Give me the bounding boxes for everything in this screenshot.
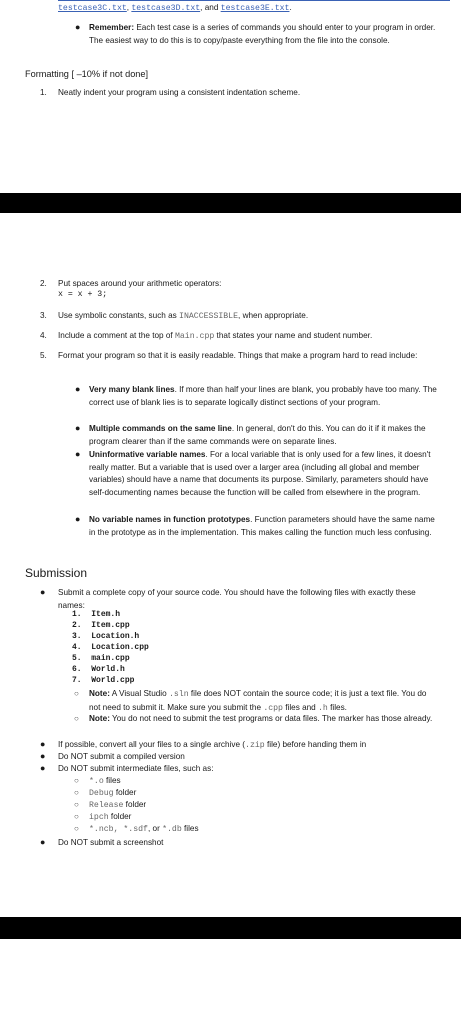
submission-intro: Submit a complete copy of your source code. You should have the following files with exactly these names: <box>58 588 416 610</box>
file-list-item: 6. World.h <box>72 665 125 674</box>
file-list-item: 2. Item.cpp <box>72 621 130 630</box>
intermediate-item: ipch folder <box>89 812 132 822</box>
bullet-icon: ● <box>40 837 46 847</box>
no-compiled-item: Do NOT submit a compiled version <box>58 752 185 761</box>
circle-bullet-icon: ○ <box>74 812 79 821</box>
page-break-bar <box>0 193 461 213</box>
file-list-item: 3. Location.h <box>72 632 140 641</box>
format-item-5-num: 5. <box>40 351 47 360</box>
remember-paragraph: Remember: Each test case is a series of commands you should enter to your program in order. The easiest way to do this is to copy/paste everything from the file into the console. <box>89 23 436 45</box>
format-item-4-text: Include a comment at the top of Main.cpp that states your name and student number. <box>58 331 373 341</box>
testcase3e-link[interactable]: testcase3E.txt <box>220 4 290 13</box>
testcase-files-line: testcase3C.txt, testcase3D.txt, and testcase3E.txt. <box>58 3 292 13</box>
note-sln-file: Note: A Visual Studio .sln file does NOT contain the source code; it is just a text file. You do not need to submit it. Make sure you submit the .cpp files and .h files. <box>89 689 427 713</box>
format-item-2-text: Put spaces around your arithmetic operators: <box>58 279 222 288</box>
file-list-item: 5. main.cpp <box>72 654 130 663</box>
format-item-3-num: 3. <box>40 311 47 320</box>
circle-bullet-icon: ○ <box>74 689 79 698</box>
sub-item-blank-lines: Very many blank lines. If more than half your lines are blank, you probably have too many. The correct use of blank lies is to separate logically distinct sections of your program. <box>89 385 437 407</box>
circle-bullet-icon: ○ <box>74 800 79 809</box>
testcase3c-link[interactable]: testcase3C.txt <box>58 4 127 13</box>
circle-bullet-icon: ○ <box>74 714 79 723</box>
archive-item: If possible, convert all your files to a single archive (.zip file) before handing them in <box>58 740 367 750</box>
sub-item-prototypes: No variable names in function prototypes. Function parameters should have the same name in the prototype as in the implementation. This makes calling the function much less confusing. <box>89 515 435 537</box>
circle-bullet-icon: ○ <box>74 776 79 785</box>
format-item-2-code: x = x + 3; <box>58 290 108 299</box>
circle-bullet-icon: ○ <box>74 788 79 797</box>
top-rule <box>58 0 450 1</box>
page-break-bar <box>0 917 461 939</box>
no-screenshot-item: Do NOT submit a screenshot <box>58 838 164 847</box>
bullet-icon: ● <box>75 514 81 524</box>
bullet-icon: ● <box>75 384 81 394</box>
format-item-2-num: 2. <box>40 279 47 288</box>
bullet-icon: ● <box>75 423 81 433</box>
file-list <box>72 609 149 686</box>
intermediate-item: Release folder <box>89 800 147 810</box>
testcase3d-link[interactable]: testcase3D.txt <box>131 4 201 13</box>
bullet-icon: ● <box>75 22 81 32</box>
no-intermediate-item: Do NOT submit intermediate files, such as: <box>58 764 214 773</box>
intermediate-item: *.ncb, *.sdf, or *.db files <box>89 824 199 834</box>
format-item-5-text: Format your program so that it is easily readable. Things that make a program hard to read include: <box>58 351 418 360</box>
intermediate-item: Debug folder <box>89 788 137 798</box>
sub-item-variable-names: Uninformative variable names. For a local variable that is only used for a few lines, it doesn't really matter. But a variable that is used over a larger area (including all global and member variables) should have a name that documents its purpose. Similarly, parameters should have self-documenting names because the function will be called from elsewhere in the program. <box>89 450 431 497</box>
file-list-item: 4. Location.cpp <box>72 643 149 652</box>
format-item-3-text: Use symbolic constants, such as INACCESSIBLE, when appropriate. <box>58 311 309 321</box>
formatting-heading: Formatting [ –10% if not done] <box>25 69 149 79</box>
bullet-icon: ● <box>75 449 81 459</box>
intermediate-item: *.o files <box>89 776 121 786</box>
format-item-1-num: 1. <box>40 88 47 97</box>
format-item-1-text: Neatly indent your program using a consistent indentation scheme. <box>58 88 301 97</box>
bullet-icon: ● <box>40 587 46 597</box>
sub-item-multiple-commands: Multiple commands on the same line. In general, don't do this. You can do it if it makes the program clearer than if the same commands were on separate lines. <box>89 424 426 446</box>
bullet-icon: ● <box>40 751 46 761</box>
submission-heading: Submission <box>25 566 88 580</box>
bullet-icon: ● <box>40 763 46 773</box>
format-item-4-num: 4. <box>40 331 47 340</box>
note-test-programs: Note: You do not need to submit the test programs or data files. The marker has those already. <box>89 714 433 723</box>
file-list-item: 1. Item.h <box>72 610 121 619</box>
circle-bullet-icon: ○ <box>74 824 79 833</box>
file-list-item: 7. World.cpp <box>72 676 135 685</box>
bullet-icon: ● <box>40 739 46 749</box>
